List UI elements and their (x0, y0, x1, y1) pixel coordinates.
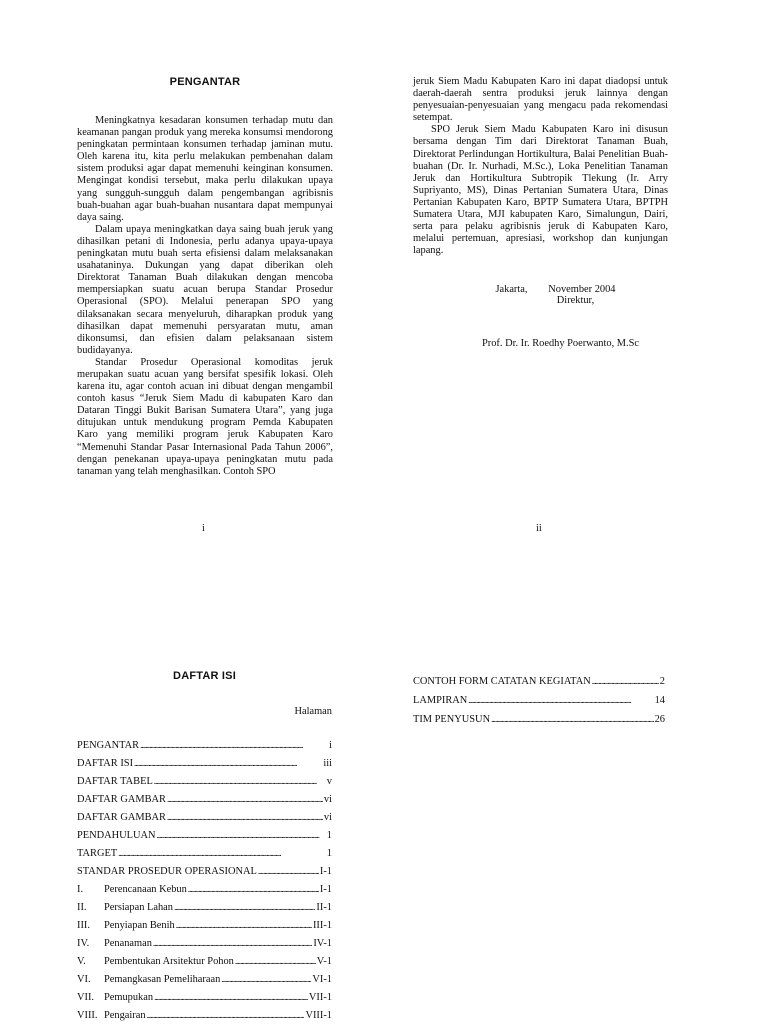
toc-entry[interactable] (77, 949, 332, 967)
toc-entry-page: VII-1 (308, 992, 332, 1003)
toc-left (77, 670, 332, 1021)
toc-entry[interactable] (77, 859, 332, 877)
paragraph: Standar Prosedur Operasional komoditas jeruk merupakan suatu acuan yang bersifat spesifik lokasi. Oleh karena itu, agar contoh acuan ini dibuat dengan mengambil contoh kasus “Jeruk Siem Madu di kabupaten Karo dan Dataran Tinggi Bukit Barisan Sumatera Utara”, yang juga ditujukan untuk mendukung program Pemda Kabupaten Karo yang memiliki program jeruk Kabupaten Karo “Memenuhi Standar Pasar Internasional Pada Tahun 2006”, dengan penekanan upaya-upaya peningkatan mutu pada tanaman yang telah menghasilkan. Contoh SPO (77, 356, 333, 477)
toc-entry-page: VIII-1 (305, 1010, 332, 1021)
toc-entry-page: II-1 (316, 902, 332, 913)
toc-leader (154, 776, 326, 787)
toc-entry[interactable] (413, 706, 665, 725)
signatory-name: Prof. Dr. Ir. Roedhy Poerwanto, M.Sc (482, 338, 639, 350)
toc-entry[interactable] (77, 769, 332, 787)
toc-entry-page: I-1 (319, 866, 332, 877)
toc-entry-title: TARGET (77, 848, 118, 859)
toc-entry[interactable] (77, 985, 332, 1003)
toc-leader (147, 1010, 305, 1021)
toc-entry-page: IV-1 (313, 938, 332, 949)
toc-entry-page: vi (323, 794, 332, 805)
toc-entry-page: V-1 (316, 956, 332, 967)
toc-entry-title: STANDAR PROSEDUR OPERASIONAL (77, 866, 257, 877)
toc-leader (235, 956, 316, 967)
toc-entry[interactable] (77, 733, 332, 751)
toc-leader (167, 794, 323, 805)
toc-entry[interactable] (77, 805, 332, 823)
toc-entry-title: Persiapan Lahan (104, 902, 173, 913)
halaman-label: Halaman (294, 706, 332, 717)
toc-leader (174, 902, 315, 913)
toc-entry-title: DAFTAR GAMBAR (77, 794, 166, 805)
toc-leader (167, 812, 323, 823)
toc-leader (188, 884, 319, 895)
toc-leader (258, 866, 319, 877)
toc-entry-page: VI-1 (312, 974, 332, 985)
place-date: Jakarta, November 2004 (495, 284, 616, 296)
toc-list (77, 733, 332, 1021)
toc-entry-number: VIII. (77, 1010, 98, 1021)
toc-entry-page: 26 (654, 714, 665, 725)
page-number-i: i (202, 523, 205, 534)
toc-leader (154, 992, 308, 1003)
toc-entry[interactable] (77, 877, 332, 895)
toc-entry-title: DAFTAR GAMBAR (77, 812, 166, 823)
toc-leader (118, 848, 326, 859)
toc-entry-page: I-1 (319, 884, 332, 895)
page-number-ii: ii (536, 523, 542, 534)
toc-entry[interactable] (77, 913, 332, 931)
toc-entry-title: PENGANTAR (77, 740, 140, 751)
pengantar-body (77, 115, 333, 478)
toc-leader (157, 830, 326, 841)
toc-entry-page: 1 (326, 830, 332, 841)
page-ii (413, 76, 668, 349)
toc-entry[interactable] (413, 668, 665, 687)
toc-entry-page: vi (323, 812, 332, 823)
toc-entry-title: Pembentukan Arsitektur Pohon (104, 956, 234, 967)
toc-entry-title: Perencanaan Kebun (104, 884, 187, 895)
toc-entry[interactable] (77, 841, 332, 859)
toc-entry-title: CONTOH FORM CATATAN KEGIATAN (413, 676, 591, 687)
toc-entry-page: III-1 (312, 920, 332, 931)
toc-entry-page: 14 (654, 695, 665, 706)
toc-entry-title: DAFTAR TABEL (77, 776, 153, 787)
toc-entry[interactable] (77, 1003, 332, 1021)
toc-entry[interactable] (77, 787, 332, 805)
toc-entry-title: Penanaman (104, 938, 152, 949)
toc-leader (221, 974, 311, 985)
toc-entry-title: LAMPIRAN (413, 695, 468, 706)
toc-heading: DAFTAR ISI (173, 670, 236, 682)
toc-entry[interactable] (413, 687, 665, 706)
toc-entry-number: VII. (77, 992, 95, 1003)
toc-entry-title: PENDAHULUAN (77, 830, 156, 841)
toc-entry-page: iii (323, 758, 332, 769)
toc-leader (140, 740, 328, 751)
toc-entry[interactable] (77, 751, 332, 769)
page-ii-body (413, 76, 668, 257)
toc-right (413, 668, 665, 725)
toc-entry-title: TIM PENYUSUN (413, 714, 491, 725)
toc-leader (592, 676, 659, 687)
toc-entry-page: i (329, 740, 332, 751)
paragraph: Dalam upaya meningkatkan daya saing buah jeruk yang dihasilkan petani di Indonesia, perlu adanya upaya-upaya peningkatan mutu buah serta efisiensi dalam melaksanakan usahataninya. Dukungan yang dapat diberikan oleh Direktorat Tanaman Buah dilakukan dengan mencoba mempersiapkan suatu acuan berupa Standar Prosedur Operasional (SPO). Melalui penerapan SPO yang dilaksanakan secara menyeluruh, diharapkan produk yang dihasilkan dapat memenuhi persyaratan mutu, aman dikonsumsi, dan efisien dalam pelaksanaan sistem budidayanya. (77, 223, 333, 356)
toc-entry[interactable] (77, 895, 332, 913)
toc-entry-page: 1 (326, 848, 332, 859)
paragraph: Meningkatnya kesadaran konsumen terhadap mutu dan keamanan pangan produk yang mereka konsumsi mendorong peningkatan permintaan konsumen terhadap jaminan mutu. Oleh karena itu, kita perlu melakukan pembenahan dalam sistem produksi agar dapat memenuhi keinginan konsumen. Mengingat kondisi tersebut, maka perlu dilakukan upaya yang sungguh-sungguh dalam pengembangan agribisnis buah-buahan agar buah-buahan nusantara dapat mempunyai daya saing. (77, 115, 333, 223)
toc-entry-number: III. (77, 920, 90, 931)
toc-leader (153, 938, 312, 949)
toc-entry-title: DAFTAR ISI (77, 758, 134, 769)
toc-entry-title: Penyiapan Benih (104, 920, 175, 931)
toc-entry-title: Pemangkasan Pemeliharaan (104, 974, 221, 985)
paragraph: jeruk Siem Madu Kabupaten Karo ini dapat diadopsi untuk daerah-daerah sentra produksi jeruk lainnya dengan penyesuaian-penyesuaian yang mengacu pada rekomendasi setempat. (413, 76, 668, 124)
paragraph: SPO Jeruk Siem Madu Kabupaten Karo ini disusun bersama dengan Tim dari Direktorat Tanaman Buah, Direktorat Perlindungan Hortikultura, Balai Penelitian Buah-buahan (Dr. Ir. Nurhadi, M.Sc.), Loka Penelitian Tanaman Jeruk dan Hortikultura Subtropik Tlekung (Ir. Arry Supriyanto, MS), Dinas Pertanian Sumatera Utara, Dinas Pertanian Kabupaten Karo, BPTP Sumatera Utara, BPTPH Sumatera Utara, MJI kabupaten Karo, Simalungun, Dairi, serta para pelaku agribisnis jeruk di Kabupaten Karo, melalui pertemuan, apresiasi, workshop dan kunjungan lapang. (413, 124, 668, 257)
toc-entry-number: VI. (77, 974, 91, 985)
toc-entry-title: Pemupukan (104, 992, 154, 1003)
toc-entry[interactable] (77, 967, 332, 985)
toc-entry[interactable] (77, 931, 332, 949)
pengantar-heading: PENGANTAR (169, 76, 241, 88)
toc-entry-page: 2 (659, 676, 665, 687)
page-i (77, 76, 333, 478)
toc-entry-number: II. (77, 902, 87, 913)
toc-leader (468, 695, 653, 706)
toc-leader (134, 758, 322, 769)
position-title: Direktur, (556, 295, 595, 307)
toc-leader (491, 714, 654, 725)
toc-entry[interactable] (77, 823, 332, 841)
toc-entry-title: Pengairan (104, 1010, 146, 1021)
toc-entry-number: I. (77, 884, 84, 895)
toc-entry-number: V. (77, 956, 86, 967)
toc-entry-number: IV. (77, 938, 90, 949)
toc-leader (176, 920, 312, 931)
toc-entry-page: v (326, 776, 332, 787)
